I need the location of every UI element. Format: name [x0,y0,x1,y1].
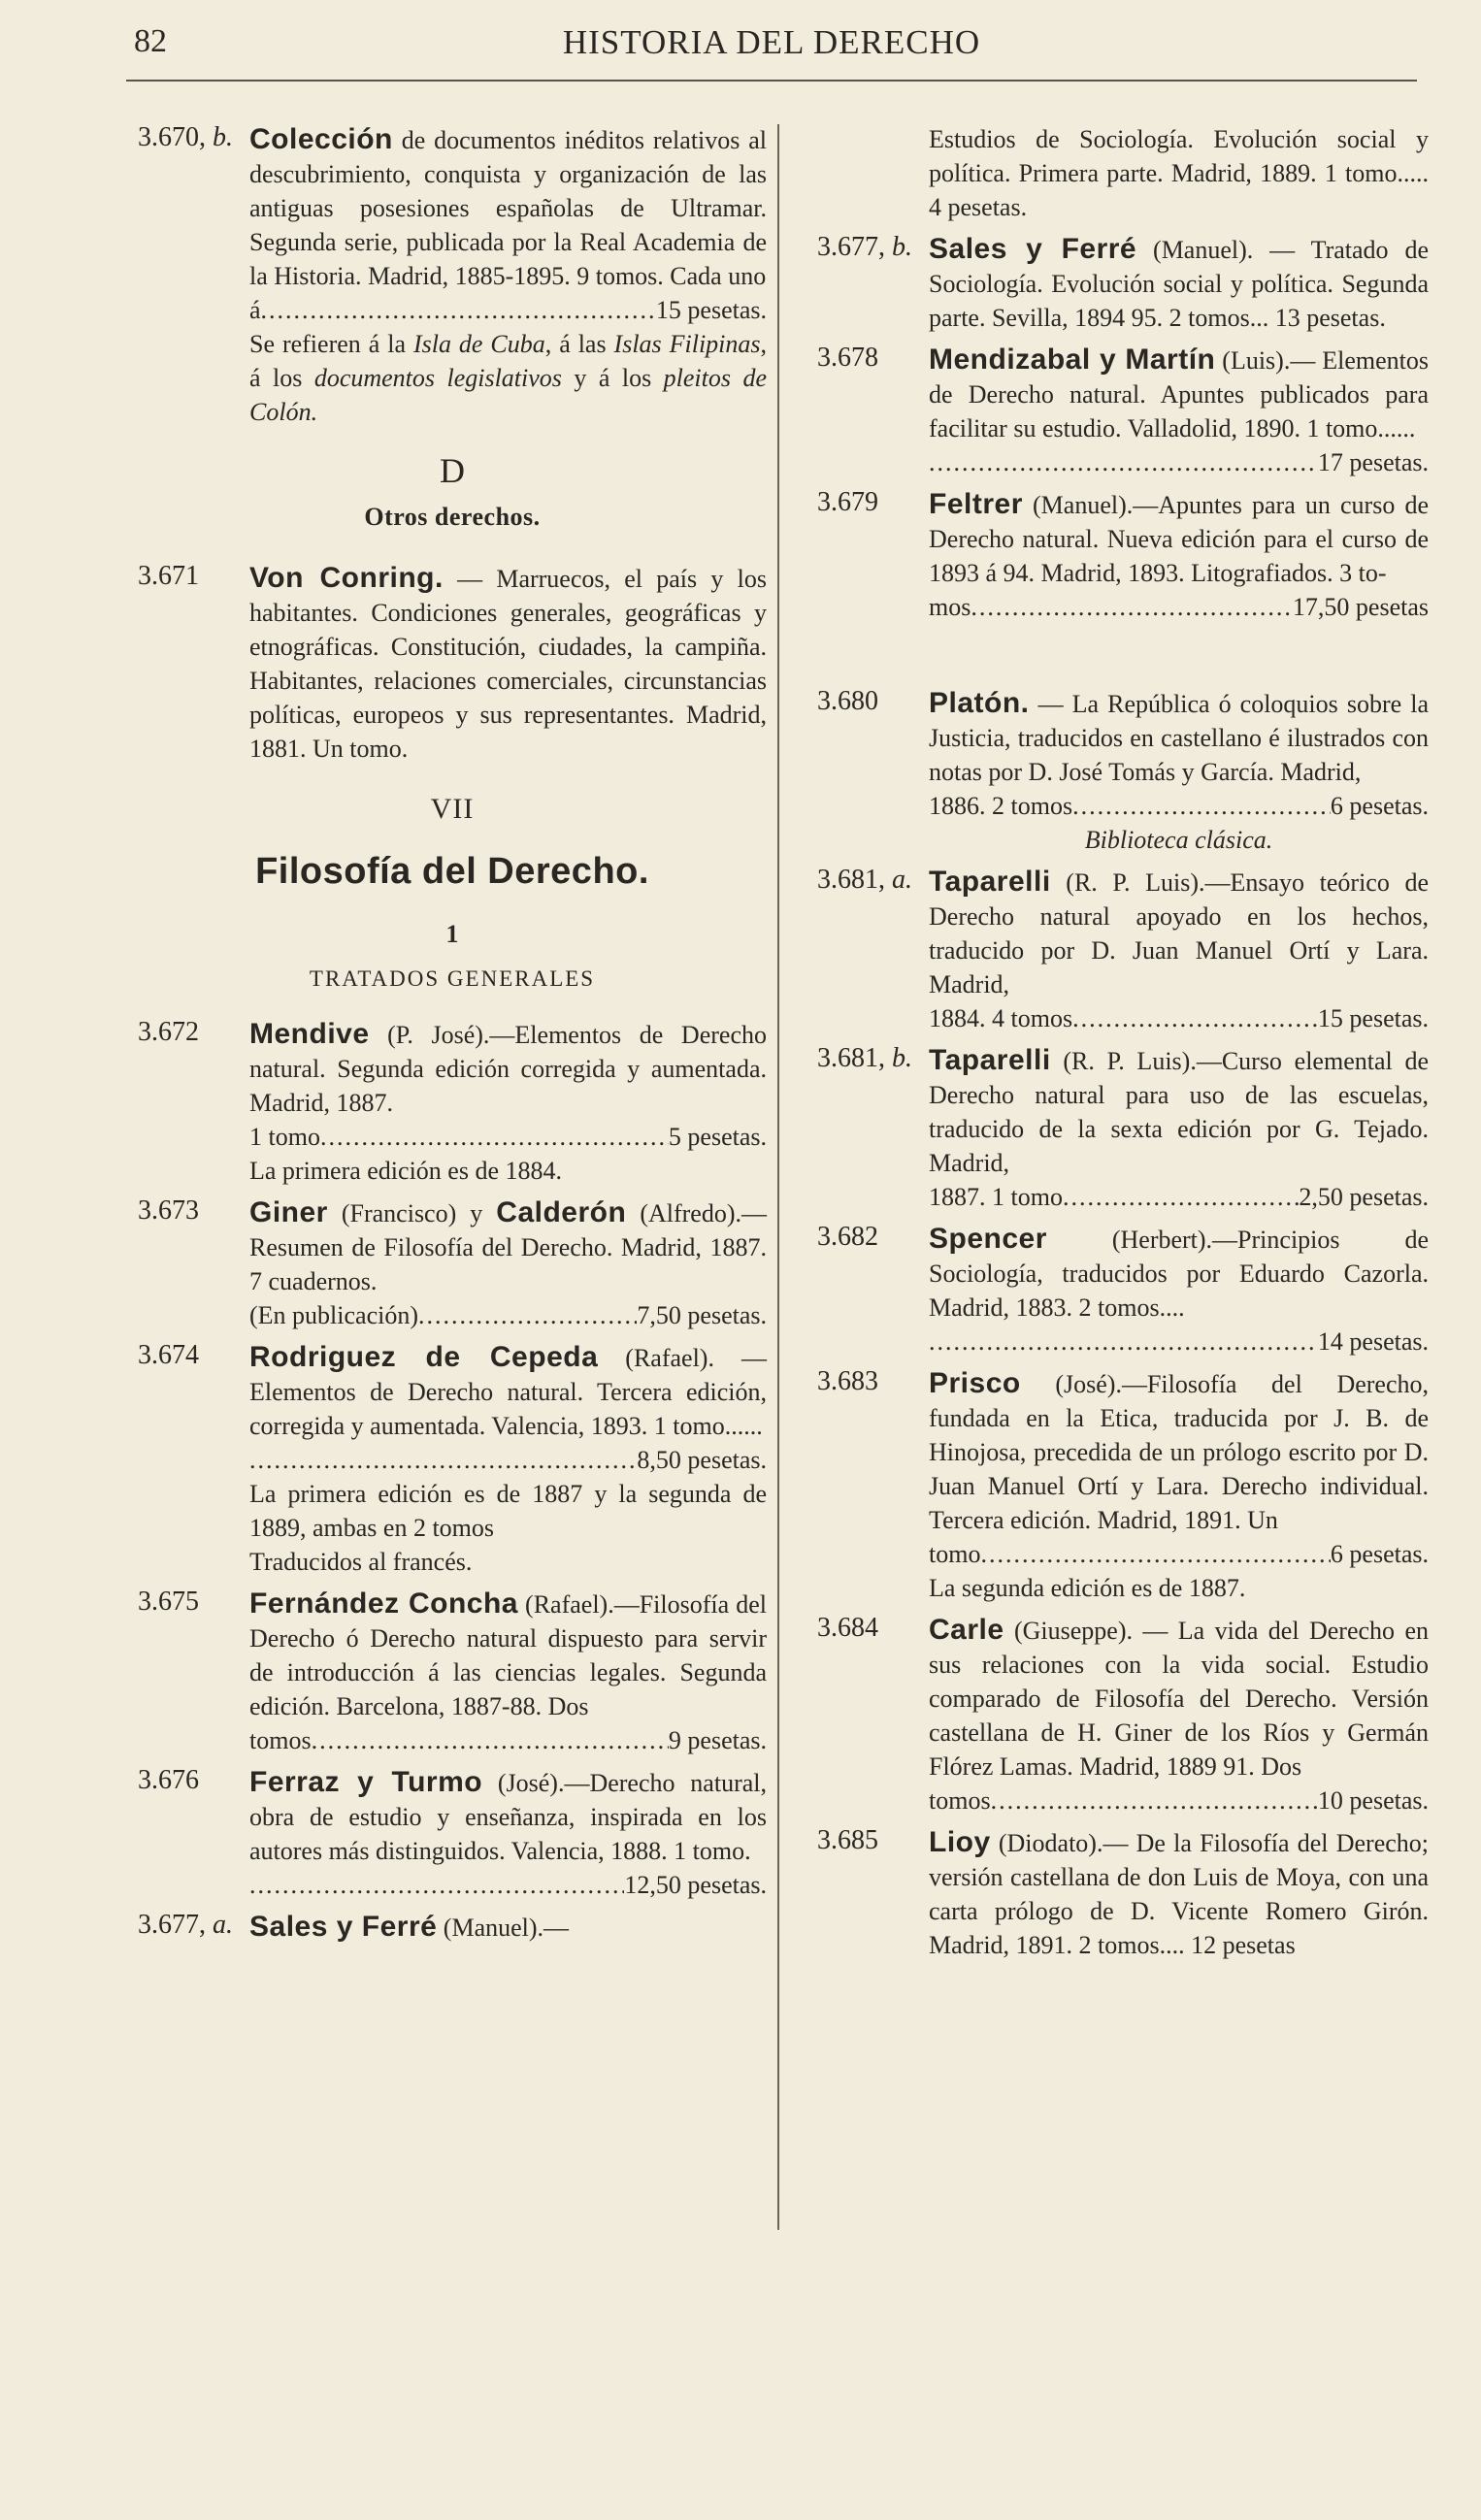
subsection-title: TRATADOS GENERALES [309,966,596,991]
price-line: 1887. 1 tomo ..... 2,50 pesetas. [929,1180,1429,1214]
entry-text: Colección de documentos inéditos relativos al descubrimiento, conquista y organización de las antiguas posesiones españolas de Ultramar. Segunda serie, publicada por la Real Academia de la Historia. Madrid, 1885-1895. 9 tomos. Cada uno [249,123,768,290]
spacer [817,632,1429,686]
entry-3682 [817,1222,1429,1358]
entry-author-2: Calderón [496,1196,627,1228]
entry-text: Carle (Giuseppe). — La vida del Derecho en sus relaciones con la vida social. Estudio comparado de Filosofía del Derecho. Versión castellana de H. Giner de los Ríos y Germán Flórez Lamas. Madrid, 1889 91. Dos [929,1614,1429,1781]
entry-note-2: Traducidos al francés. [249,1548,473,1576]
price-line: á ..... 15 pesetas. [249,293,767,327]
entry-text: Rodriguez de Cepeda (Rafael). —Elementos de Derecho natural. Tercera edición, corregida y aumentada. Valencia, 1893. 1 tomo...... [249,1341,767,1440]
price-line: mos ..... 17,50 pesetas [929,590,1429,624]
right-column [817,122,1429,1970]
entry-number: 3.671 [138,561,199,591]
entry-number: 3.685 [817,1825,878,1855]
left-column [138,122,767,1952]
price-line: (En publicación) ..... 7,50 pesetas. [249,1298,767,1332]
entry-3677a-continued [817,122,1429,224]
price-line: 1 tomo ..... 5 pesetas. [249,1120,767,1154]
entry-number: 3.681, b. [817,1043,912,1073]
entry-author: Giner [249,1196,328,1228]
entry-note: La segunda edición es de 1887. [929,1574,1246,1602]
section-title: Otros derechos. [364,503,541,531]
entry-text: Estudios de Sociología. Evolución social y política. Primera parte. Madrid, 1889. 1 tomo..... 4 pesetas. [929,125,1429,221]
price-line: ..... 14 pesetas. [929,1325,1429,1358]
entry-number: 3.682 [817,1222,878,1252]
entry-text: Prisco (José).—Filosofía del Derecho, fundada en la Etica, traducida por J. B. de Hinojosa, precedida de un prólogo escrito por D. Juan Manuel Ortí y Lara. Derecho individual. Tercera edición. Madrid, 1891. Un [929,1367,1429,1534]
entry-number: 3.680 [817,686,878,716]
entry-3670b [138,122,767,429]
entry-author: Mendizabal y Martín [929,344,1216,376]
entry-author: Colección [249,123,393,155]
entry-text: Giner (Francisco) y Calderón (Alfredo).—Resumen de Filosofía del Derecho. Madrid, 1887. 7 cuadernos. [249,1196,767,1295]
page-header [126,21,1417,70]
entry-text: Lioy (Diodato).— De la Filosofía del Derecho; versión castellana de don Luis de Moya, con una carta prólogo de D. Vicente Romero Girón. Madrid, 1891. 2 tomos.... 12 pesetas [929,1826,1429,1959]
price-line: ..... 17 pesetas. [929,445,1429,479]
entry-text: Mendizabal y Martín (Luis).— Elementos de Derecho natural. Apuntes publicados para facilitar su estudio. Valladolid, 1890. 1 tomo...... [929,344,1429,442]
chapter-title: Filosofía del Derecho. [255,851,649,892]
entry-author: Lioy [929,1826,991,1858]
entry-number: 3.675 [138,1587,199,1617]
entry-text: Spencer (Herbert).—Principios de Sociología, traducidos por Eduardo Cazorla. Madrid, 1883. 2 tomos.... [929,1223,1429,1322]
entry-author: Ferraz y Turmo [249,1766,483,1798]
entry-number: 3.670, b. [138,122,233,152]
entry-number: 3.673 [138,1195,199,1226]
price-line: ..... 12,50 pesetas. [249,1868,767,1902]
price-line: ..... 8,50 pesetas. [249,1443,767,1477]
price-line: 1886. 2 tomos ..... 6 pesetas. [929,789,1429,823]
entry-3685 [817,1825,1429,1962]
entry-number: 3.681, a. [817,865,912,895]
price-line: tomo ..... 6 pesetas. [929,1537,1429,1571]
entry-3684 [817,1613,1429,1817]
entry-number: 3.678 [817,343,878,373]
subsection-number: 1 [445,920,459,948]
entry-text: Ferraz y Turmo (José).—Derecho natural, obra de estudio y enseñanza, inspirada en los autores más distinguidos. Valencia, 1888. 1 tomo. [249,1766,767,1865]
entry-text: Feltrer (Manuel).—Apuntes para un curso de Derecho natural. Nueva edición para el curso de 1893 á 94. Madrid, 1893. Litografiados. 3 to- [929,488,1429,587]
entry-3679 [817,487,1429,624]
entry-author: Taparelli [929,1044,1051,1076]
running-title: HISTORIA DEL DERECHO [562,23,981,61]
entry-3680 [817,686,1429,857]
entry-text: Platón. — La República ó coloquios sobre la Justicia, traducidos en castellano é ilustrados con notas por D. José Tomás y García. Madrid, [929,687,1429,786]
entry-3672 [138,1017,767,1188]
entry-author: Carle [929,1614,1004,1646]
entry-text: Von Conring. — Marruecos, el país y los habitantes. Condiciones generales, geográficas y etnográficas. Constitución, ciudades, la campiña. Habitantes, relaciones comerciales, circunstancias políticas, europeos y sus representantes. Madrid, 1881. Un tomo. [249,562,767,763]
entry-number: 3.684 [817,1613,878,1643]
entry-author: Sales y Ferré [929,233,1137,265]
series-title: Biblioteca clásica. [1084,826,1273,854]
entry-3681b [817,1043,1429,1214]
entry-text: Sales y Ferré (Manuel).— [249,1911,570,1943]
entry-3676 [138,1765,767,1902]
entry-3677b [817,232,1429,335]
entry-3681a [817,865,1429,1035]
entry-author: Taparelli [929,866,1051,898]
page-number: 82 [134,23,167,59]
entry-author: Prisco [929,1367,1021,1399]
entry-number: 3.672 [138,1017,199,1047]
entry-3683 [817,1366,1429,1605]
entry-text: Fernández Concha (Rafael).—Filosofía del Derecho ó Derecho natural dispuesto para servir de introducción á las ciencias legales. Segunda edición. Barcelona, 1887-88. Dos [249,1587,768,1720]
entry-author: Rodriguez de Cepeda [249,1341,599,1373]
entry-number: 3.677, a. [138,1910,233,1940]
entry-author: Feltrer [929,488,1023,520]
chapter-number: VII [430,793,475,825]
entry-author: Sales y Ferré [249,1911,438,1943]
entry-number: 3.683 [817,1366,878,1396]
entry-number: 3.676 [138,1765,199,1795]
column-divider [777,124,779,2230]
entry-3671 [138,561,767,766]
header-rule [126,80,1417,82]
entry-note: La primera edición es de 1887 y la segunda de 1889, ambas en 2 tomos [249,1480,767,1542]
entry-3677a [138,1910,767,1945]
entry-number: 3.679 [817,487,878,517]
entry-number: 3.674 [138,1340,199,1370]
entry-3675 [138,1587,767,1757]
entry-author: Von Conring. [249,562,444,594]
entry-note: La primera edición es de 1884. [249,1157,562,1185]
entry-3678 [817,343,1429,479]
entry-text: Sales y Ferré (Manuel). — Tratado de Sociología. Evolución social y política. Segunda parte. Sevilla, 1894 95. 2 tomos... 13 pesetas. [929,233,1429,332]
entry-number: 3.677, b. [817,232,912,262]
entry-author: Mendive [249,1018,370,1050]
entry-author: Platón. [929,687,1030,719]
section-letter: D [440,451,465,490]
entry-text: Mendive (P. José).—Elementos de Derecho natural. Segunda edición corregida y aumentada. Madrid, 1887. [249,1018,767,1117]
entry-3673 [138,1195,767,1332]
entry-text: Taparelli (R. P. Luis).—Ensayo teórico de Derecho natural apoyado en los hechos, traducido por D. Juan Manuel Ortí y Lara. Madrid, [929,866,1429,998]
entry-author: Spencer [929,1223,1047,1255]
entry-author: Fernández Concha [249,1587,518,1620]
entry-note: Se refieren á la Isla de Cuba, á las Islas Filipinas, á los documentos legislativos y á los pleitos de Colón. [249,330,768,426]
price-line: 1884. 4 tomos ..... 15 pesetas. [929,1001,1429,1035]
entry-3674 [138,1340,767,1579]
price-line: tomos ..... 9 pesetas. [249,1723,767,1757]
entry-text: Taparelli (R. P. Luis).—Curso elemental de Derecho natural para uso de las escuelas, traducido de la sexta edición por G. Tejado. Madrid, [929,1044,1429,1177]
price-line: tomos ..... 10 pesetas. [929,1784,1429,1817]
